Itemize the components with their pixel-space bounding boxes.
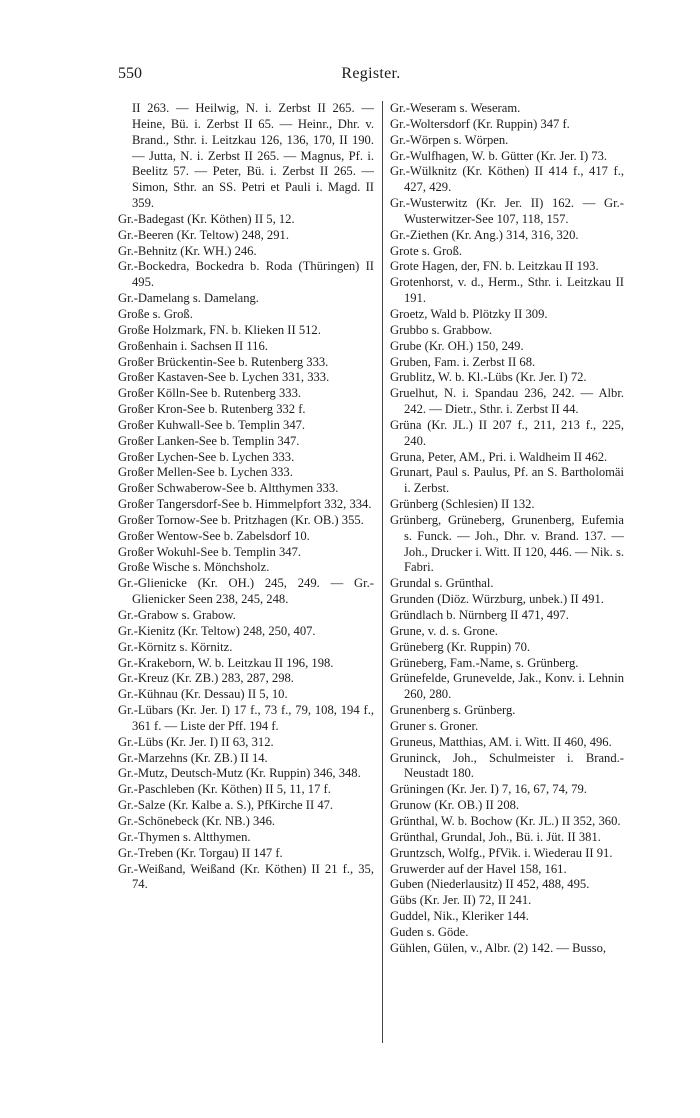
index-entry: Gr.-Kienitz (Kr. Teltow) 248, 250, 407. [118,623,316,638]
index-entry: Guddel, Nik., Kleriker 144. [390,909,529,924]
index-entry: Grünthal, W. b. Bochow (Kr. JL.) II 352, 360. [390,813,621,828]
index-entry: Großer Kuhwall-See b. Templin 347. [118,417,306,432]
index-entry: Gr.-Badegast (Kr. Köthen) II 5, 12. [118,211,295,226]
index-entry: Grune, v. d. s. Grone. [390,623,498,638]
index-entry: Großer Lanken-See b. Templin 347. [118,433,300,448]
index-entry: Grundal s. Grünthal. [390,576,494,591]
index-entry: Grünberg, Grüneberg, Grunenberg, Eufemia s. Funck. — Joh., Dhr. v. Brand. 137. — Joh., Drucker i. Witt. II 120, 446. — Nik. s. Fabri. [390,512,624,575]
index-entry: Grublitz, W. b. Kl.-Lübs (Kr. Jer. I) 72. [390,370,587,385]
column-divider [382,101,383,1043]
index-entry: Großer Tornow-See b. Pritzhagen (Kr. OB.) 355. [118,512,364,527]
index-entry: Großer Lychen-See b. Lychen 333. [118,449,295,464]
index-entry: Grube (Kr. OH.) 150, 249. [390,338,524,353]
index-entry: Gr.-Grabow s. Grabow. [118,608,236,622]
index-entry: Gruben, Fam. i. Zerbst II 68. [390,354,536,369]
index-entry: Gr.-Lübars (Kr. Jer. I) 17 f., 73 f., 79, 108, 194 f., 361 f. — Liste der Pff. 194 f. [118,703,374,733]
index-entry: Gruwerder auf der Havel 158, 161. [390,861,567,876]
index-entry: Großer Brückentin-See b. Rutenberg 333. [118,354,329,369]
index-entry: Gr.-Paschleben (Kr. Köthen) II 5, 11, 17 f. [118,782,331,797]
index-entry: Grote s. Groß. [390,243,463,258]
index-entry: Grünthal, Grundal, Joh., Bü. i. Jüt. II 381. [390,829,601,844]
index-entry: Grunart, Paul s. Paulus, Pf. an S. Bartholomäi i. Zerbst. [390,465,624,496]
index-entry: Großer Wokuhl-See b. Templin 347. [118,544,302,559]
running-title: Register. [341,65,401,82]
index-entry: Grüna (Kr. JL.) II 207 f., 211, 213 f., 225, 240. [390,417,624,448]
index-entry: Grunden (Diöz. Würzburg, unbek.) II 491. [390,592,604,607]
index-entry: Grunenberg s. Grünberg. [390,703,516,718]
index-entry: Gr.-Wülknitz (Kr. Köthen) II 414 f., 417 f., 427, 429. [390,164,624,195]
index-entry: Gr.-Ziethen (Kr. Ang.) 314, 316, 320. [390,227,579,242]
index-entry: Gr.-Glienicke (Kr. OH.) 245, 249. — Gr.-Glienicker Seen 238, 245, 248. [118,576,374,607]
index-entry: Gr.-Wulfhagen, W. b. Gütter (Kr. Jer. I) 73. [390,148,608,163]
index-entry: Großer Mellen-See b. Lychen 333. [118,465,293,480]
index-entry: Große Wische s. Mönchsholz. [118,560,270,575]
index-entry: Gr.-Beeren (Kr. Teltow) 248, 291. [118,227,289,242]
index-entry: Gr.-Schönebeck (Kr. NB.) 346. [118,813,276,828]
index-entry: Gruelhut, N. i. Spandau 236, 242. — Albr. 242. — Dietr., Sthr. i. Zerbst II 44. [390,386,624,417]
index-entry: Guden s. Göde. [390,924,469,939]
index-entry: Gr.-Damelang s. Damelang. [118,291,259,306]
index-entry: II 263. — Heilwig, N. i. Zerbst II 265. — Heine, Bü. i. Zerbst II 65. — Heinr., Dhr. v. Brand., Sthr. i. Leitzkau 126, 136, 170, II 190. — Jutta, N. i. Zerbst II 265. — Magnus, Pf. i. Beelitz 57. — Peter, Bü. i. Zerbst II 265. — Simon, Sthr. an SS. Petri et Pauli i. Magd. II 359. [132,101,374,211]
index-entry: Gr.-Mutz, Deutsch-Mutz (Kr. Ruppin) 346, 348. [118,766,361,781]
index-entry: Gr.-Weseram s. Weseram. [390,101,521,115]
index-entry: Grüningen (Kr. Jer. I) 7, 16, 67, 74, 79. [390,782,587,797]
index-entry: Guben (Niederlausitz) II 452, 488, 495. [390,877,590,892]
index-entry: Grünefelde, Grunevelde, Jak., Konv. i. Lehnin 260, 280. [390,671,624,702]
index-entry: Gruna, Peter, AM., Pri. i. Waldheim II 462. [390,449,608,464]
index-entry: Großer Kölln-See b. Rutenberg 333. [118,386,302,401]
index-entry: Großenhain i. Sachsen II 116. [118,338,268,353]
index-entry: Großer Kron-See b. Rutenberg 332 f. [118,402,306,417]
index-entry: Großer Kastaven-See b. Lychen 331, 333. [118,370,330,385]
index-entry: Grüneberg (Kr. Ruppin) 70. [390,639,531,654]
page-number: 550 [118,65,142,82]
index-entry: Gruninck, Joh., Schulmeister i. Brand.-Neustadt 180. [390,750,624,781]
index-entry: Gr.-Wusterwitz (Kr. Jer. II) 162. — Gr.-Wusterwitzer-See 107, 118, 157. [390,196,624,226]
index-entry: Gr.-Kreuz (Kr. ZB.) 283, 287, 298. [118,671,294,686]
index-entry: Gr.-Marzehns (Kr. ZB.) II 14. [118,750,268,765]
index-entry: Gübs (Kr. Jer. II) 72, II 241. [390,893,532,908]
index-entry: Gühlen, Gülen, v., Albr. (2) 142. — Busso, [390,940,607,955]
index-entry: Gr.-Salze (Kr. Kalbe a. S.), PfKirche II 47. [118,798,334,813]
index-column-right [390,101,624,957]
index-entry: Groetz, Wald b. Plötzky II 309. [390,306,548,321]
index-entry: Grotenhorst, v. d., Herm., Sthr. i. Leitzkau II 191. [390,275,624,306]
index-entry: Gr.-Behnitz (Kr. WH.) 246. [118,243,257,258]
index-entry: Große s. Groß. [118,306,193,321]
page-header [118,65,624,87]
index-entry: Gr.-Thymen s. Altthymen. [118,829,251,844]
index-entry: Gr.-Weißand, Weißand (Kr. Köthen) II 21 f., 35, 74. [118,861,374,892]
index-entry: Großer Tangersdorf-See b. Himmelpfort 332, 334. [118,497,372,512]
index-entry: Großer Wentow-See b. Zabelsdorf 10. [118,528,310,543]
index-entry: Grunow (Kr. OB.) II 208. [390,798,520,813]
index-entry: Gr.-Kühnau (Kr. Dessau) II 5, 10. [118,687,288,702]
index-entry: Gruntzsch, Wolfg., PfVik. i. Wiederau II 91. [390,845,613,860]
index-entry: Gruneus, Matthias, AM. i. Witt. II 460, 496. [390,734,612,749]
index-entry: Grote Hagen, der, FN. b. Leitzkau II 193. [390,259,599,274]
index-entry: Gr.-Lübs (Kr. Jer. I) II 63, 312. [118,734,274,749]
index-entry: Gr.-Woltersdorf (Kr. Ruppin) 347 f. [390,116,570,131]
index-entry: Gr.-Körnitz s. Körnitz. [118,639,233,654]
index-entry: Gr.-Treben (Kr. Torgau) II 147 f. [118,845,283,860]
index-entry: Gr.-Wörpen s. Wörpen. [390,132,509,147]
index-entry: Grüneberg, Fam.-Name, s. Grünberg. [390,655,579,670]
index-entry: Gr.-Krakeborn, W. b. Leitzkau II 196, 198. [118,655,334,670]
index-entry: Grubbo s. Grabbow. [390,322,493,337]
index-entry: Grünberg (Schlesien) II 132. [390,497,535,512]
index-entry: Gruner s. Groner. [390,718,479,733]
index-entry: Gründlach b. Nürnberg II 471, 497. [390,608,569,622]
index-entry: Großer Schwaberow-See b. Altthymen 333. [118,481,339,496]
index-column-left [118,101,374,893]
index-entry: Gr.-Bockedra, Bockedra b. Roda (Thüringen) II 495. [118,259,374,290]
index-entry: Große Holzmark, FN. b. Klieken II 512. [118,322,321,337]
